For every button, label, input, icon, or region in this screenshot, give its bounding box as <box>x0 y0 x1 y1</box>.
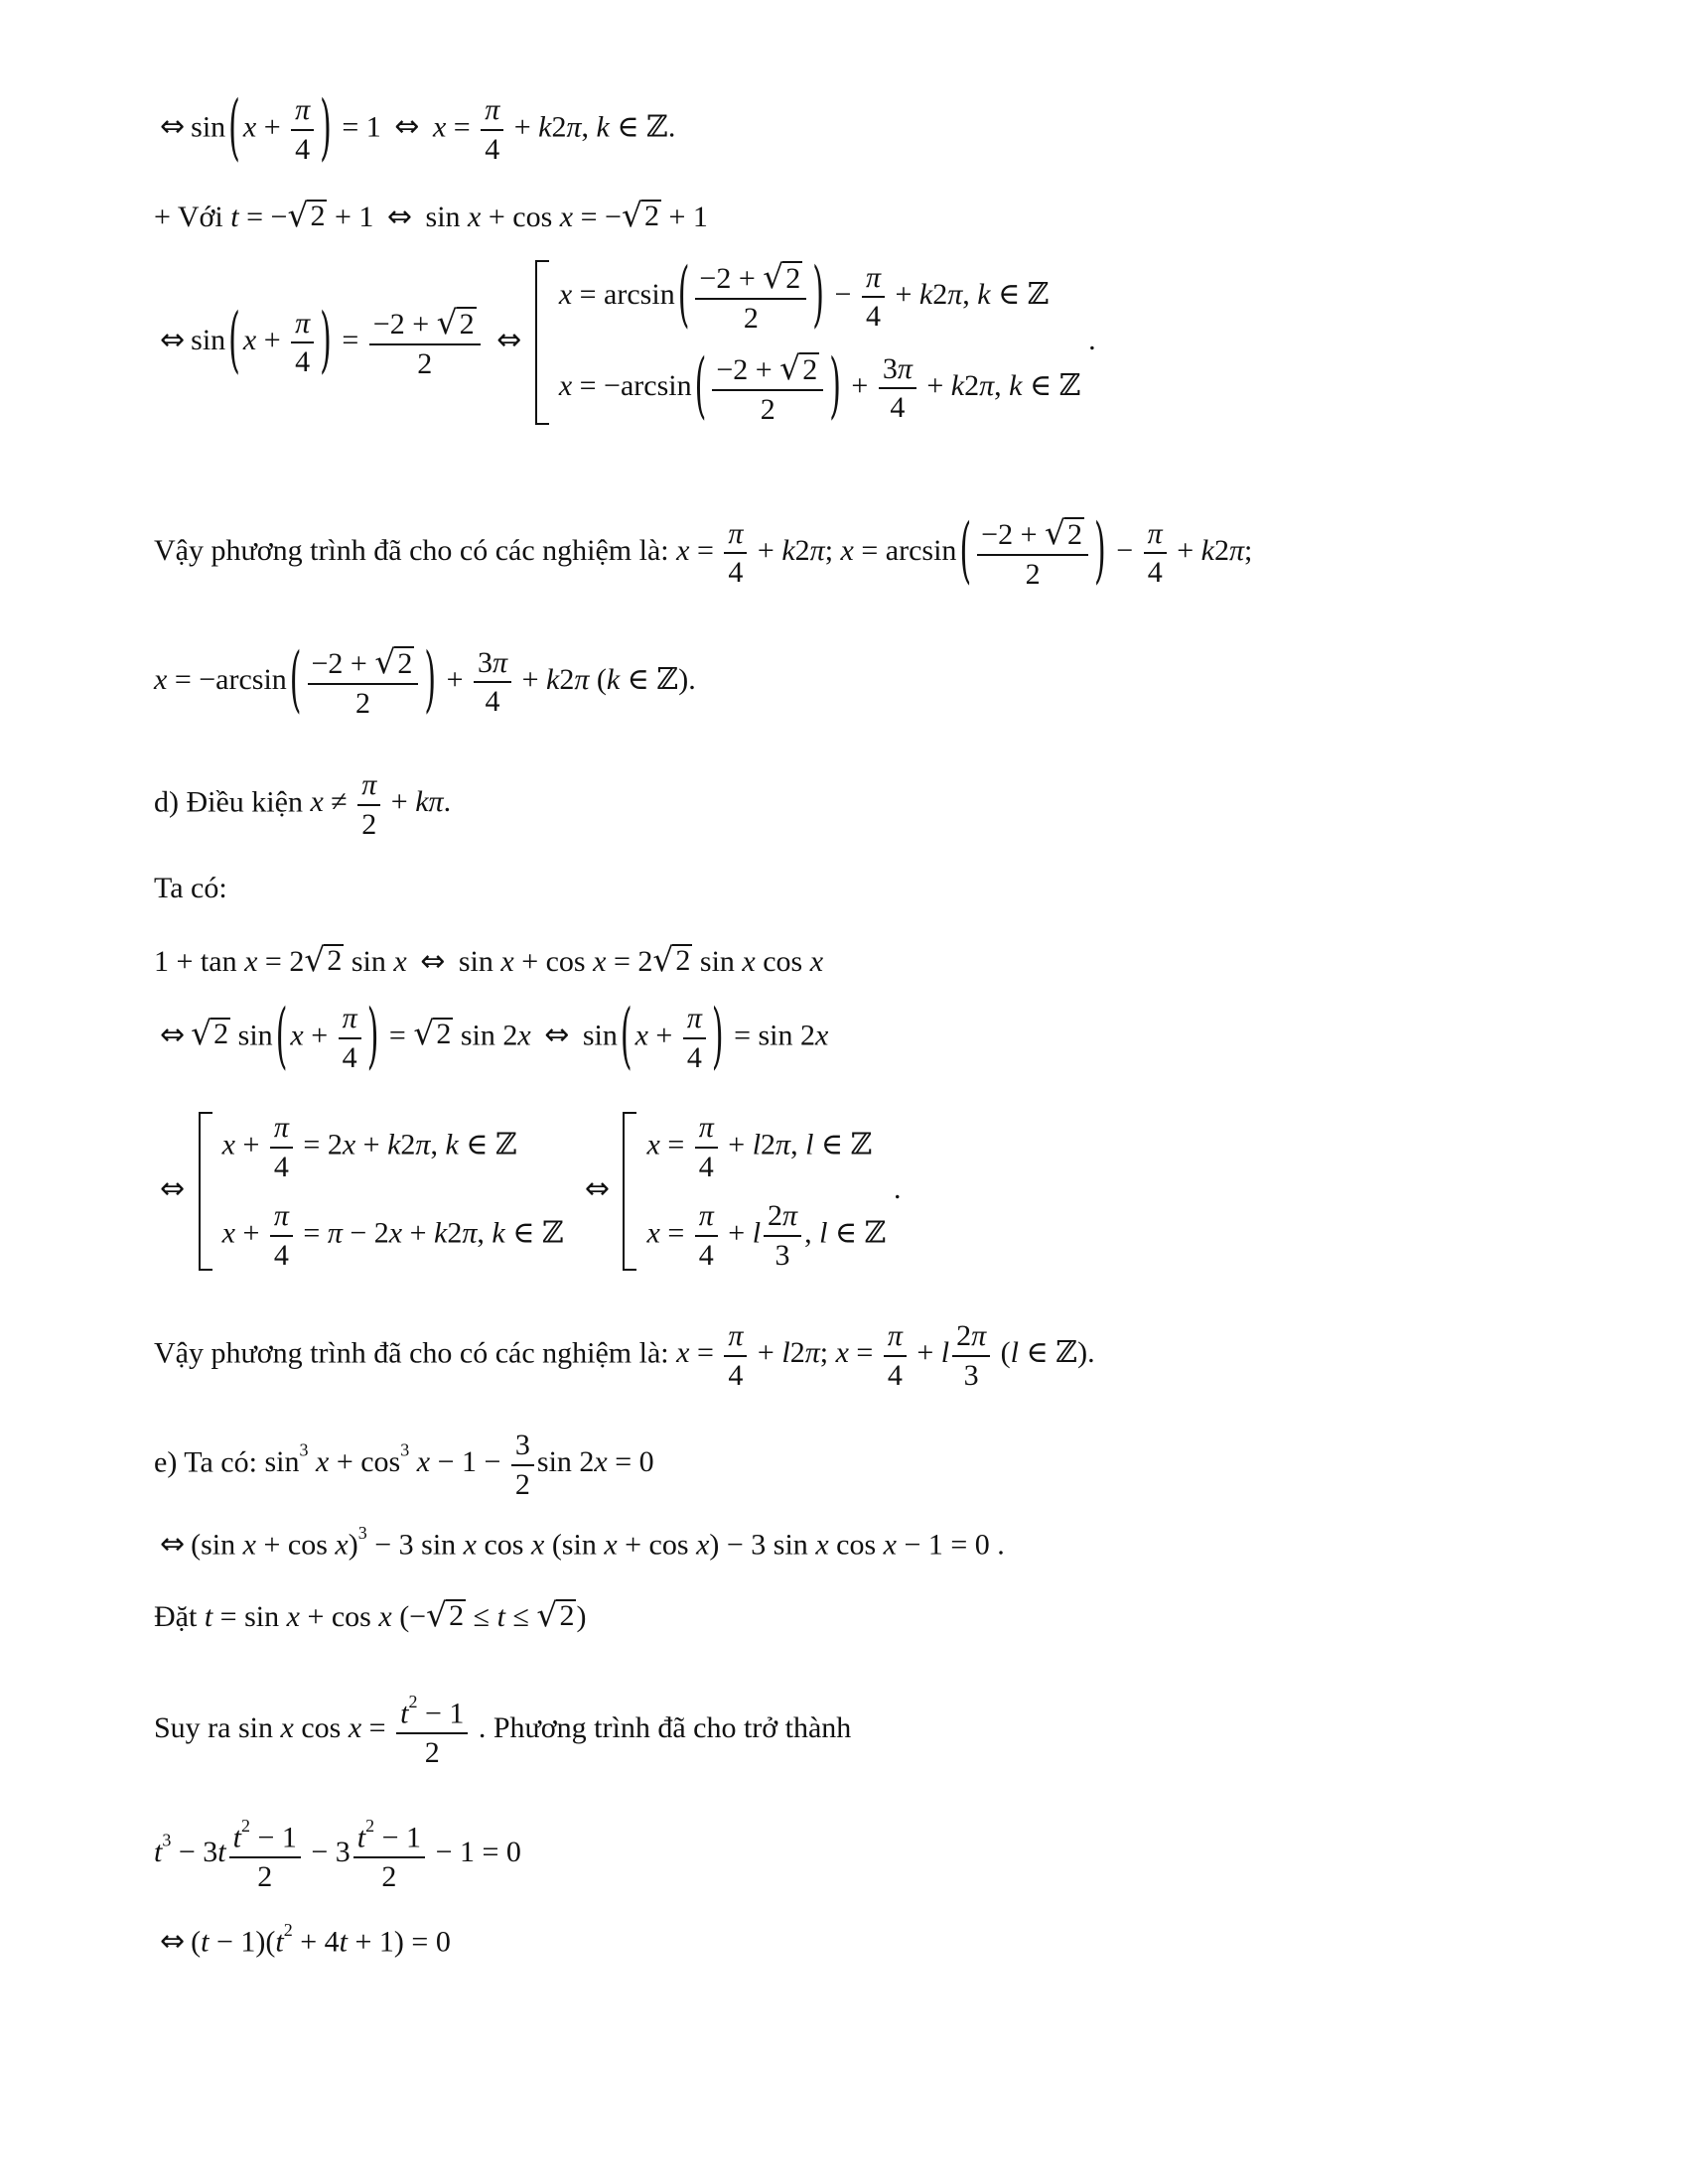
eq-line-8: 1 + tan x = 2 √ 2 sin x ⇔ sin x + cos x = 2 √ 2 sin x cos x <box>154 940 824 979</box>
eq-line-15 <box>154 1693 851 1768</box>
line-4-text: Vậy phương trình đã cho có các nghiệm là: <box>154 533 669 567</box>
eq-line-17: ⇔ $(t - 1)(t^2 + 4t + 1) = 0$ <box>160 1920 451 1960</box>
eq-line-7: Ta có: <box>154 872 227 904</box>
eq-line-14-math: t = sin x + cos x (− √ 2 ≤ t ≤ √ 2 ) <box>204 1595 587 1634</box>
eq-line-15-math: sin x cos x = $\frac{t^2 - 1}{2}$ <box>238 1711 479 1744</box>
eq-line-11 <box>154 1320 1095 1391</box>
eq-line-12 <box>154 1430 654 1500</box>
line-11-text: Vậy phương trình đã cho có các nghiệm là: <box>154 1336 669 1370</box>
line-12-text: e) Ta có: <box>154 1445 257 1479</box>
eq-line-4 <box>154 509 1253 594</box>
eq-line-10: ⇔ x + $\frac{\pi}{4}$ = 2x + k2π, k ∈ ℤ x + $\frac{\pi}{4}$ = π − 2x + k2π, k ∈ ℤ ⇔ x = $\frac{\pi}{4}$ + l2π, l ∈ ℤ x = $\frac{\pi}{4}$ + l $\frac{2\pi}{3}$ , l ∈ ℤ . <box>160 1111 902 1272</box>
line-15-tail: . Phương trình đã cho trở thành <box>478 1711 852 1745</box>
line-6-text: d) Điều kiện <box>154 785 303 819</box>
eq-line-4-math: x = $\frac{\pi}{4}$ + k2π; x = arcsin ( −2 + √ 2 2 ) − $\frac{\pi}{4}$ + k2π; <box>676 509 1253 594</box>
system-bracket-2: x + $\frac{\pi}{4}$ = 2x + k2π, k ∈ ℤ x + $\frac{\pi}{4}$ = π − 2x + k2π, k ∈ ℤ <box>199 1112 564 1271</box>
system-bracket-3: x = $\frac{\pi}{4}$ + l2π, l ∈ ℤ x = $\frac{\pi}{4}$ + l $\frac{2\pi}{3}$ , l ∈ ℤ <box>623 1112 886 1271</box>
eq-line-12-math: $\sin^3 x + \cos^3 x - 1$ − $\frac{3}{2}$ sin 2x = 0 <box>264 1429 654 1501</box>
system-bracket-1: x = arcsin ( −2 + √ 2 2 ) − $\frac{\pi}{4}$ + k2π, k ∈ ℤ x = −arcsin ( −2 + √ 2 2 ) + $\frac{3\pi}{4}$ + k2π, k ∈ ℤ <box>535 260 1081 425</box>
eq-line-2 <box>154 196 708 234</box>
eq-line-6 <box>154 769 451 840</box>
eq-line-14 <box>154 1595 587 1634</box>
eq-line-13: ⇔ (sin x + cos x)$^3$ − 3 sin x cos x (sin x + cos x) − 3 sin x cos x − 1 = 0 . <box>160 1523 1005 1563</box>
eq-line-6-math: x ≠ $\frac{\pi}{2}$ + kπ. <box>310 768 452 841</box>
eq-line-3: ⇔ sin ( x + $\frac{\pi}{4}$ ) = −2 + √ 2 2 ⇔ x = arcsin ( −2 + √ 2 2 ) − $\frac{\pi}{4}$ + k2π, k ∈ ℤ x = −arcsin ( −2 + √ 2 2 ) + $\frac{3\pi}{4}$ + k2π, k ∈ ℤ . <box>160 253 1096 430</box>
eq-line-5: x = −arcsin ( −2 + √ 2 2 ) + $\frac{3\pi}{4}$ + k2π (k ∈ ℤ). <box>154 638 696 723</box>
line-2-prefix: + Với <box>154 201 223 233</box>
eq-line-2-math: t = − √ 2 + 1 ⇔ sin x + cos x = − √ 2 + 1 <box>230 196 708 234</box>
eq-line-9: ⇔ √ 2 sin ( x + $\frac{\pi}{4}$ ) = √ 2 sin 2x ⇔ sin ( x + $\frac{\pi}{4}$ ) = sin 2x <box>160 995 829 1079</box>
eq-line-16: $t^3 - 3t$ $\frac{t^2 - 1}{2}$ − 3 $\frac{t^2 - 1}{2}$ − 1 = 0 <box>154 1816 521 1893</box>
line-14-text: Đặt <box>154 1600 198 1633</box>
eq-line-1: ⇔ sin ( x + $\frac{\pi}{4}$ ) = 1 ⇔ x = $\frac{\pi}{4}$ + k2π, k ∈ ℤ. <box>160 86 676 171</box>
eq-line-11-math: x = $\frac{\pi}{4}$ + l2π; x = $\frac{\pi}{4}$ + l $\frac{2\pi}{3}$ (l ∈ ℤ). <box>676 1319 1095 1392</box>
line-15-text: Suy ra <box>154 1711 231 1745</box>
